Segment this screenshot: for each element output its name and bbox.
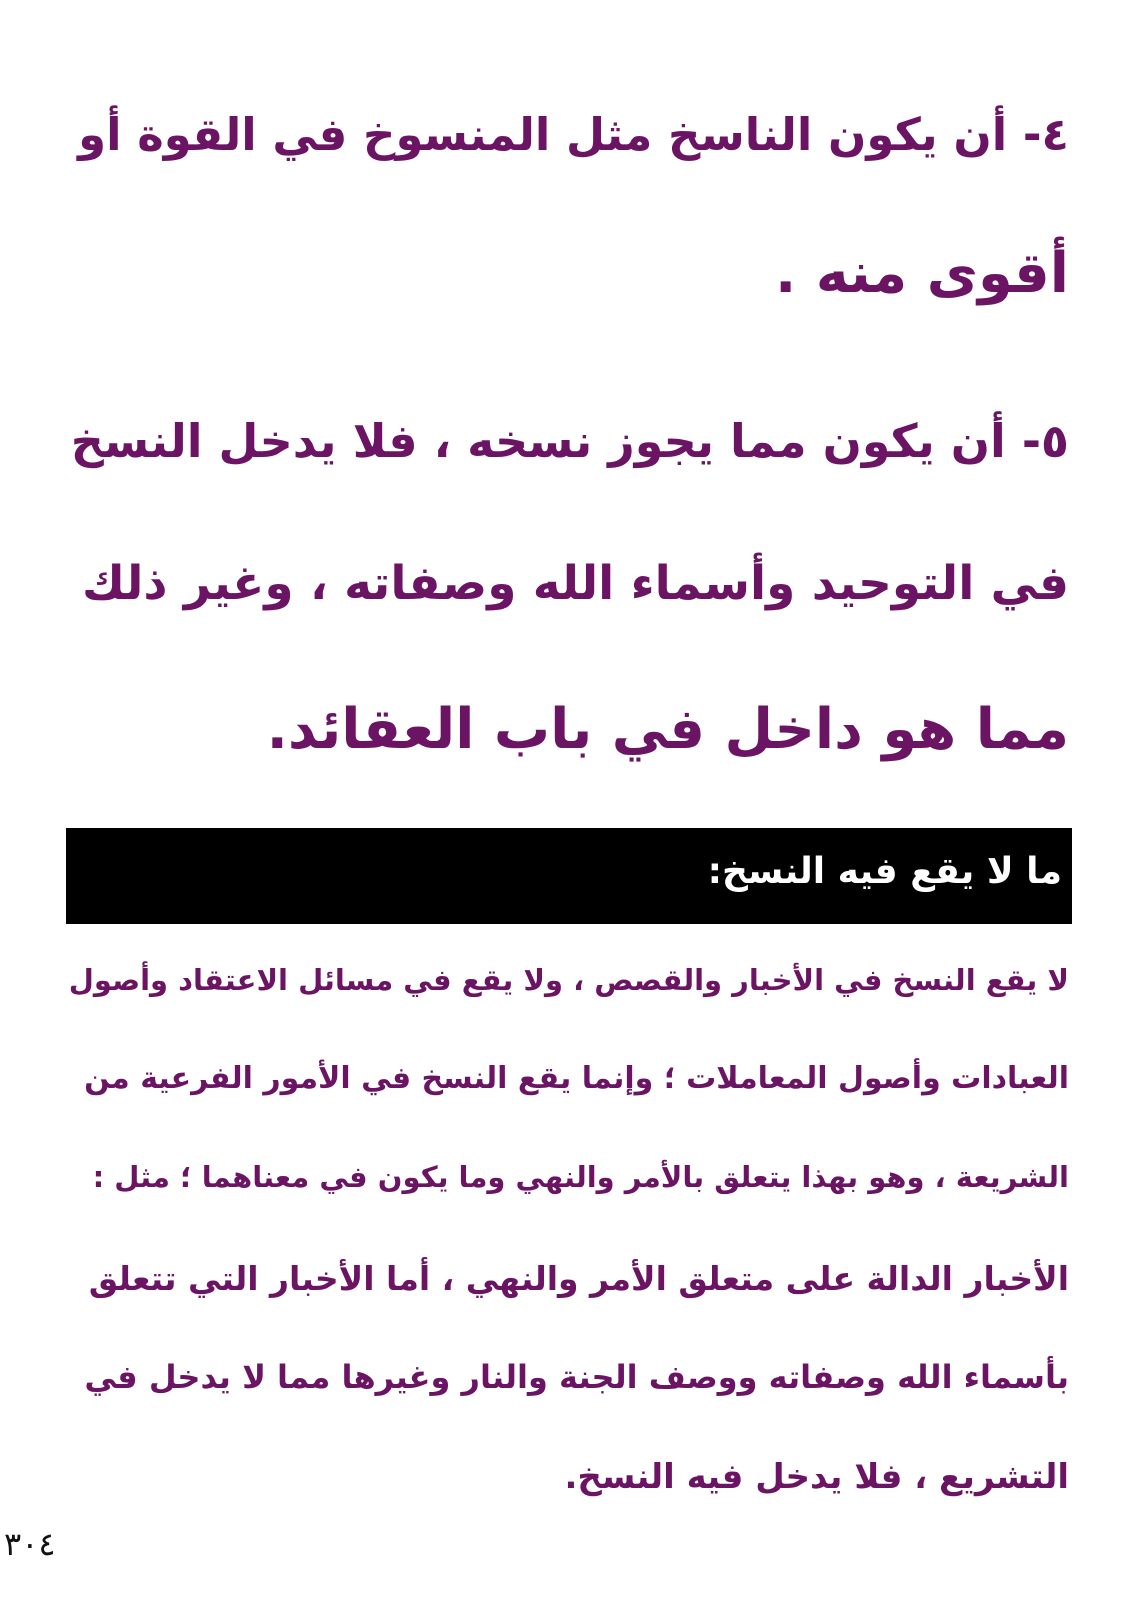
section-heading-bar (66, 828, 1072, 924)
section-heading: ما لا يقع فيه النسخ: (707, 851, 1062, 892)
point-4-line-1: ٤- أن يكون الناسخ مثل المنسوخ في القوة أو (78, 108, 1069, 161)
page-number: ٣٠٤ (4, 1525, 56, 1563)
point-5-line-2: في التوحيد وأسماء الله وصفاته ، وغير ذلك (81, 556, 1069, 611)
paragraph-line-6: التشريع ، فلا يدخل فيه النسخ. (564, 1457, 1069, 1497)
paragraph-line-5: بأسماء الله وصفاته ووصف الجنة والنار وغيرها مما لا يدخل في (84, 1358, 1069, 1396)
point-5-line-3: مما هو داخل في باب العقائد. (266, 697, 1069, 762)
paragraph-line-4: الأخبار الدالة على متعلق الأمر والنهي ، أما الأخبار التي تتعلق (88, 1259, 1069, 1298)
point-5-line-1: ٥- أن يكون مما يجوز نسخه ، فلا يدخل النسخ (70, 414, 1069, 468)
point-4-line-2: أقوى منه . (774, 241, 1069, 306)
paragraph-line-2: العبادات وأصول المعاملات ؛ وإنما يقع النسخ في الأمور الفرعية من (84, 1061, 1069, 1096)
paragraph-line-3: الشريعة ، وهو بهذا يتعلق بالأمر والنهي وما يكون في معناهما ؛ مثل : (92, 1160, 1069, 1194)
paragraph-line-1: لا يقع النسخ في الأخبار والقصص ، ولا يقع في مسائل الاعتقاد وأصول (68, 963, 1069, 997)
